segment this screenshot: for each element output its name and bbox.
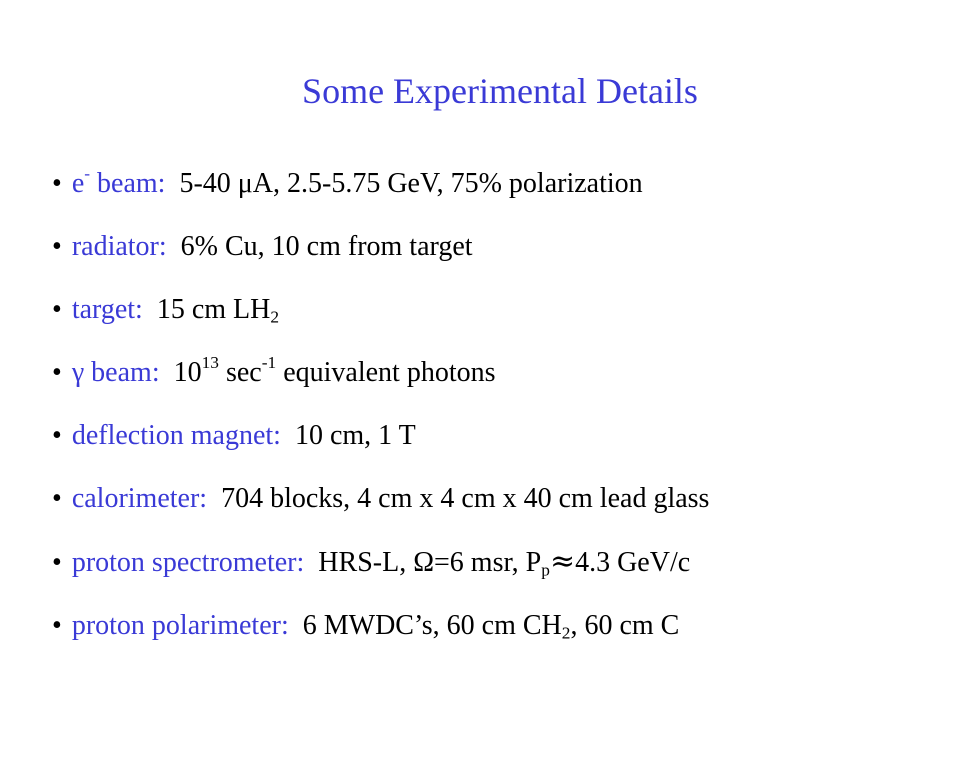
bullet-label: radiator: — [71, 231, 167, 262]
bullet-value: 6 MWDC’s, 60 cm $CH_2$, 60 cm C — [302, 610, 680, 643]
bullet-calorimeter — [52, 467, 709, 530]
bullet-list — [52, 152, 709, 657]
bullet-label: γ beam: — [71, 357, 160, 388]
bullet-deflection-magnet — [52, 404, 709, 467]
bullet-value: 704 blocks, 4 cm x 4 cm x 40 cm lead glass — [221, 483, 710, 514]
bullet-dot: • — [52, 231, 62, 262]
bullet-label: proton spectrometer: — [71, 547, 305, 578]
bullet-radiator — [52, 215, 709, 278]
bullet-value: $10^{13}$ $\sec^{-1}$ equivalent photons — [173, 352, 496, 388]
bullet-value: 10 cm, 1 T — [294, 420, 416, 451]
bullet-electron-beam — [52, 152, 709, 215]
bullet-label: deflection magnet: — [71, 420, 281, 451]
bullet-value: 5-40 μA, 2.5-5.75 GeV, 75% polarization — [179, 168, 643, 199]
bullet-dot: • — [52, 357, 62, 388]
bullet-label: target: — [71, 294, 143, 325]
bullet-value: 15 cm $LH_2$ — [156, 294, 280, 327]
bullet-label: e- beam: — [71, 163, 166, 199]
bullet-proton-polarimeter — [52, 594, 709, 657]
bullet-dot: • — [52, 483, 62, 514]
bullet-proton-spectrometer — [52, 530, 709, 594]
approx-symbol: ≈ — [549, 544, 576, 579]
bullet-dot: • — [52, 610, 62, 641]
bullet-label: proton polarimeter: — [71, 610, 289, 641]
bullet-target — [52, 278, 709, 341]
slide-title: Some Experimental Details — [302, 71, 698, 111]
bullet-dot: • — [52, 168, 62, 199]
bullet-gamma-beam — [52, 341, 709, 404]
bullet-label: calorimeter: — [71, 483, 208, 514]
bullet-dot: • — [52, 294, 62, 325]
bullet-value: 6% Cu, 10 cm from target — [180, 231, 473, 262]
bullet-dot: • — [52, 420, 62, 451]
bullet-value: HRS-L, Ω=6 msr, $P_p\approx 4.3$ GeV/c — [318, 544, 691, 580]
bullet-dot: • — [52, 547, 62, 578]
